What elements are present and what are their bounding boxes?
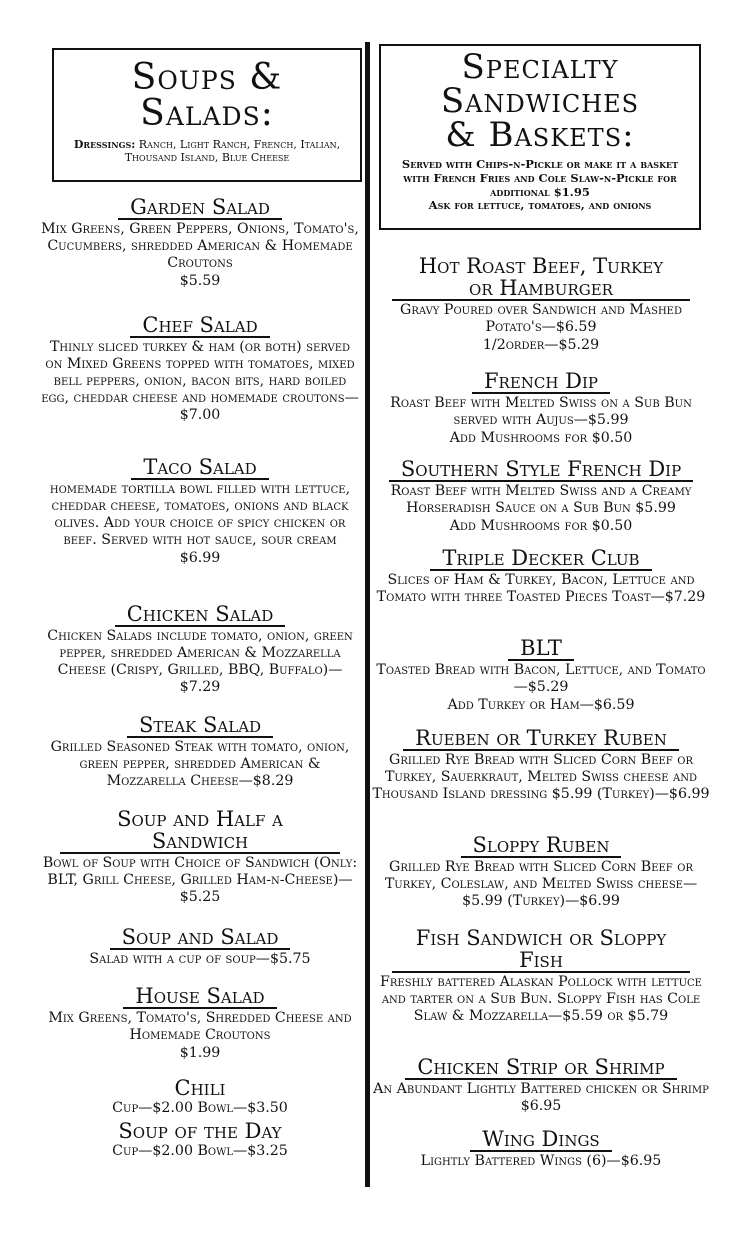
item-title: Southern Style French Dip	[389, 458, 693, 482]
item-title: Soup of the Day	[118, 1119, 282, 1143]
item-description: Lightly Battered Wings (6)—$6.95	[420, 1153, 662, 1170]
menu-item	[40, 196, 360, 290]
title-line: Salads:	[140, 93, 274, 134]
title-line: Sandwiches	[440, 81, 640, 121]
item-price: $6.99	[179, 550, 221, 567]
item-title: Chicken Salad	[115, 603, 286, 627]
item-description: Grilled Seasoned Steak with tomato, onion, green pepper, shredded American & Mozzarella Cheese—$8.29	[50, 739, 350, 790]
item-title: Chicken Strip or Shrimp	[405, 1056, 676, 1080]
soups-salads-title	[54, 57, 360, 134]
item-extra: Add Mushrooms for $0.50	[449, 518, 633, 535]
item-description: Gravy Poured over Sandwich and Mashed Potato's—$6.59	[400, 302, 682, 336]
basket-note-text: Served with Chips-n-Pickle or make it a basket with French Fries and Cole Slaw-n-Pickle for additional $1.95	[401, 157, 679, 199]
menu-item	[372, 547, 710, 606]
item-description: Cup—$2.00 Bowl—$3.50	[112, 1100, 288, 1117]
menu-item	[372, 1056, 710, 1115]
item-title: Garden Salad	[118, 196, 282, 220]
item-title: Triple Decker Club	[430, 547, 651, 571]
item-title: Wing Dings	[470, 1128, 611, 1152]
menu-item	[40, 314, 360, 424]
menu-item	[372, 255, 710, 354]
dressings-note	[62, 138, 352, 164]
menu-item	[40, 985, 360, 1062]
menu-item	[372, 727, 710, 803]
menu-item	[40, 1077, 360, 1117]
item-title: BLT	[508, 637, 574, 661]
item-description: Toasted Bread with Bacon, Lettuce, and Tomato—$5.29	[376, 662, 706, 696]
toppings-note-text: Ask for lettuce, tomatoes, and onions	[428, 198, 652, 213]
item-title: French Dip	[472, 370, 610, 394]
sandwiches-header-box	[379, 44, 701, 230]
item-title: Steak Salad	[127, 714, 273, 738]
item-description: Mix Greens, Green Peppers, Onions, Tomato's, Cucumbers, shredded American & Homemade Croutons	[41, 221, 359, 272]
item-description: Cup—$2.00 Bowl—$3.25	[112, 1143, 288, 1160]
item-description: Thinly sliced turkey & ham (or both) served on Mixed Greens topped with tomatoes, mixed bell peppers, onion, bacon bits, hard boiled egg, cheddar cheese and homemade croutons—$7.00	[41, 339, 359, 424]
menu-item	[372, 1128, 710, 1170]
item-title: Rueben or Turkey Ruben	[403, 727, 679, 751]
item-description: Roast Beef with Melted Swiss and a Creamy Horseradish Sauce on a Sub Bun $5.99	[390, 483, 692, 517]
menu-item	[40, 603, 360, 696]
item-extra: Add Turkey or Ham—$6.59	[447, 697, 635, 714]
dressings-text: Ranch, Light Ranch, French, Italian, Thousand Island, Blue Cheese	[124, 138, 341, 165]
item-title: Taco Salad	[131, 456, 268, 480]
item-extra: 1/2order—$5.29	[482, 337, 600, 354]
dressings-label: Dressings:	[73, 138, 136, 151]
item-title: Chef Salad	[130, 314, 269, 338]
item-description: Roast Beef with Melted Swiss on a Sub Bun served with Aujus—$5.99	[390, 395, 692, 429]
menu-item	[372, 927, 710, 1025]
item-title: Hot Roast Beef, Turkey or Hamburger	[392, 255, 690, 301]
item-description: Bowl of Soup with Choice of Sandwich (Only: BLT, Grill Cheese, Grilled Ham-n-Cheese)—$5.25	[42, 855, 358, 906]
item-description: An Abundant Lightly Battered chicken or Shrimp $6.95	[373, 1081, 709, 1115]
item-price: $1.99	[179, 1045, 221, 1062]
item-description: Freshly battered Alaskan Pollock with lettuce and tarter on a Sub Bun. Sloppy Fish has Cole Slaw & Mozzarella—$5.59 or $5.79	[380, 974, 702, 1025]
menu-item	[40, 1120, 360, 1160]
menu-item	[40, 926, 360, 968]
item-description: Salad with a cup of soup—$5.75	[89, 951, 311, 968]
sandwiches-title	[381, 47, 699, 155]
title-line: & Baskets:	[445, 115, 635, 155]
item-description: Chicken Salads include tomato, onion, green pepper, shredded American & Mozzarella Cheese (Crispy, Grilled, BBQ, Buffalo)—$7.29	[47, 628, 353, 696]
item-title: Soup and Half a Sandwich	[60, 808, 340, 854]
item-description: Grilled Rye Bread with Sliced Corn Beef or Turkey, Coleslaw, and Melted Swiss cheese—$5.99 (Turkey)—$6.99	[384, 859, 698, 910]
item-extra: Add Mushrooms for $0.50	[449, 430, 633, 447]
soups-salads-header-box	[52, 48, 362, 182]
menu-item	[40, 808, 360, 906]
item-title: Fish Sandwich or Sloppy Fish	[392, 927, 690, 973]
menu-item	[372, 458, 710, 535]
menu-item	[372, 834, 710, 910]
basket-note	[389, 158, 691, 213]
menu-item	[372, 370, 710, 447]
item-description: Grilled Rye Bread with Sliced Corn Beef or Turkey, Sauerkraut, Melted Swiss cheese and Thousand Island dressing $5.99 (Turkey)—$6.99	[372, 752, 710, 803]
item-description: homemade tortilla bowl filled with lettuce, cheddar cheese, tomatoes, onions and black olives. Add your choice of spicy chicken or beef. Served with hot sauce, sour cream	[49, 481, 351, 549]
menu-item	[372, 637, 710, 714]
title-line: Specialty	[461, 47, 619, 87]
item-price: $5.59	[179, 273, 221, 290]
menu-item	[40, 714, 360, 790]
item-description: Slices of Ham & Turkey, Bacon, Lettuce and Tomato with three Toasted Pieces Toast—$7.29	[376, 572, 706, 606]
item-title: Sloppy Ruben	[461, 834, 622, 858]
menu-item	[40, 456, 360, 567]
item-title: House Salad	[123, 985, 276, 1009]
item-title: Chili	[174, 1076, 226, 1100]
title-line: Soups &	[131, 57, 283, 98]
column-divider	[365, 42, 370, 1187]
item-title: Soup and Salad	[110, 926, 291, 950]
item-description: Mix Greens, Tomato's, Shredded Cheese and Homemade Croutons	[48, 1010, 352, 1044]
